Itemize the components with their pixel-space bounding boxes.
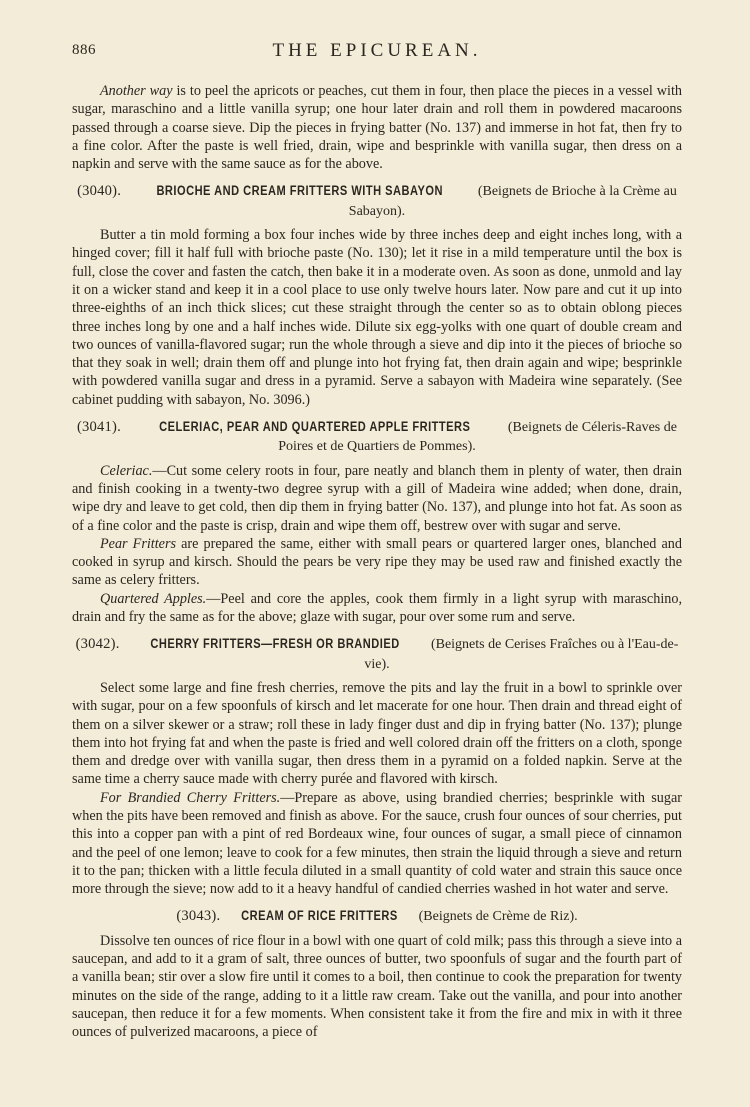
running-head xyxy=(72,38,682,68)
celeriac-paragraph xyxy=(72,462,682,535)
recipe-title: CELERIAC, PEAR AND QUARTERED APPLE FRITTERS xyxy=(158,419,471,435)
recipe-title: CREAM OF RICE FRITTERS xyxy=(241,908,398,924)
pear-lead: Pear Fritters xyxy=(100,535,177,552)
brandied-paragraph xyxy=(72,789,682,899)
brandied-text: —Prepare as above, using brandied cherries; besprinkle with sugar when the pits have been removed and finish as above. For the sauce, crush four ounces of sour cherries, put this into a copper pan with a pint of red Bordeaux wine, four ounces of sugar, a small piece of cinnamon and the peel of one lemon; leave to cook for a few minutes, then strain the liquid through a sieve and return it to the pan; thicken with a little fecula diluted in a small quantity of cold water and strain this sauce once more through the sieve; now add to it a heavy handful of candied cherries washed in hot water and serve. xyxy=(72,789,682,898)
intro-text: is to peel the apricots or peaches, cut them in four, then place the pieces in a vessel with sugar, maraschino and a little vanilla syrup; one hour later drain and roll them in powdered macaroons passed through a coarse sieve. Dip the pieces in frying batter (No. 137) and immerse in hot fat, then fry to a fine color. After the paste is well fried, drain, wipe and besprinkle with vanilla sugar, then dress on a napkin and serve with the same sauce as for the above. xyxy=(72,83,682,173)
pear-text: are prepared the same, either with small pears or quartered larger ones, blanched and cooked in syrup and kirsch. Should the pears be very ripe they may be used raw and finished exactly the same as celery fritters. xyxy=(72,535,682,589)
recipe-number: (3042). xyxy=(75,636,120,653)
recipe-heading-3043 xyxy=(72,907,682,926)
apple-paragraph xyxy=(72,590,682,627)
recipe-number: (3040). xyxy=(77,183,122,200)
celeriac-lead: Celeriac. xyxy=(100,462,153,479)
intro-lead: Another way xyxy=(100,83,173,99)
recipe-number: (3043). xyxy=(176,908,221,925)
page-number: 886 xyxy=(72,42,96,58)
recipe-paragraph: Butter a tin mold forming a box four inches wide by three inches deep and eight inches long, with a hinged cover; fill it half full with brioche paste (No. 130); let it rise in a mild temperature until the box is full, close the cover and fasten the catch, then bake it in a moderate oven. As soon as done, unmold and lay it on a wicker stand and keep it in a cool place to use only twelve hours later. Now pare and cut it up into three-eighths of an inch thick slices; cut these straight through the center so as to obtain oblong pieces three inches long by one and a half inches wide. Dilute six egg-yolks with one quart of double cream and two ounces of vanilla-flavored sugar; run the whole through a sieve and dip into it the pieces of brioche so that they soak in well; drain them off and plunge into hot frying fat, then drain again and wipe; besprinkle with powdered vanilla sugar and dress in a pyramid. Serve a sabayon with Madeira wine separately. (See cabinet pudding with sabayon, No. 3096.) xyxy=(72,227,682,408)
recipe-french-title: (Beignets de Brioche à la Crème au Sabayon). xyxy=(348,184,677,219)
recipe-heading-3040 xyxy=(72,182,682,221)
brandied-lead: For Brandied Cherry Fritters. xyxy=(100,789,281,806)
intro-paragraph xyxy=(72,82,682,173)
apple-lead: Quartered Apples. xyxy=(100,590,207,607)
recipe-paragraph: Select some large and fine fresh cherries, remove the pits and lay the fruit in a bowl to sprinkle over with sugar, pour on a few spoonfuls of kirsch and let macerate for one hour. Then drain and thread eight of them on a silver skewer or a straw; roll these in lady finger dust and dip in frying batter (No. 137); plunge them into hot frying fat and when the paste is fried and well colored drain off the fritters on a cloth, sponge them and dredge over with vanilla sugar, then dress them in a pyramid on a folded napkin. Serve at the same time a cherry sauce made with cherry purée and flavored with kirsch. xyxy=(72,679,682,788)
recipe-heading-3041 xyxy=(72,418,682,457)
recipe-french-title: (Beignets de Céleris-Raves de Poires et de Quartiers de Pommes). xyxy=(278,420,677,455)
recipe-number: (3041). xyxy=(77,419,121,436)
running-title: THE EPICUREAN. xyxy=(272,40,482,61)
pear-paragraph xyxy=(72,535,682,590)
celeriac-text: —Cut some celery roots in four, pare neatly and blanch them in plenty of water, then drain and finish cooking in a twenty-two degree syrup with a gill of Madeira wine added; when done, drain, wipe dry and leave to get cold, then dip them in frying batter (No. 137), and plunge into hot fat. As soon as of a fine color and the paste is crisp, drain and wipe them off, bestrew over with sugar and serve. xyxy=(72,462,682,534)
recipe-title: BRIOCHE AND CREAM FRITTERS WITH SABAYON xyxy=(156,183,443,199)
recipe-title: CHERRY FRITTERS—FRESH OR BRANDIED xyxy=(150,636,400,652)
apple-text: —Peel and core the apples, cook them firmly in a light syrup with maraschino, drain and fry the same as for the above; glaze with sugar, pour over some rum and serve. xyxy=(72,590,682,626)
recipe-french-title: (Beignets de Crème de Riz). xyxy=(418,909,578,925)
recipe-paragraph: Dissolve ten ounces of rice flour in a bowl with one quart of cold milk; pass this through a sieve into a saucepan, and add to it a gram of salt, three ounces of butter, two spoonfuls of sugar and the fourth part of a vanilla bean; stir over a slow fire until it comes to a boil, then continue to cook the preparation for twenty minutes on the side of the range, adding to it a little raw cream. Take out the vanilla, and pour into another saucepan, then reduce it for a few moments. When consistent take it from the fire and mix in with it three ounces of pulverized macaroons, a piece of xyxy=(72,932,682,1041)
recipe-heading-3042 xyxy=(72,635,682,674)
recipe-french-title: (Beignets de Cerises Fraîches ou à l'Eau-de-vie). xyxy=(364,637,679,672)
